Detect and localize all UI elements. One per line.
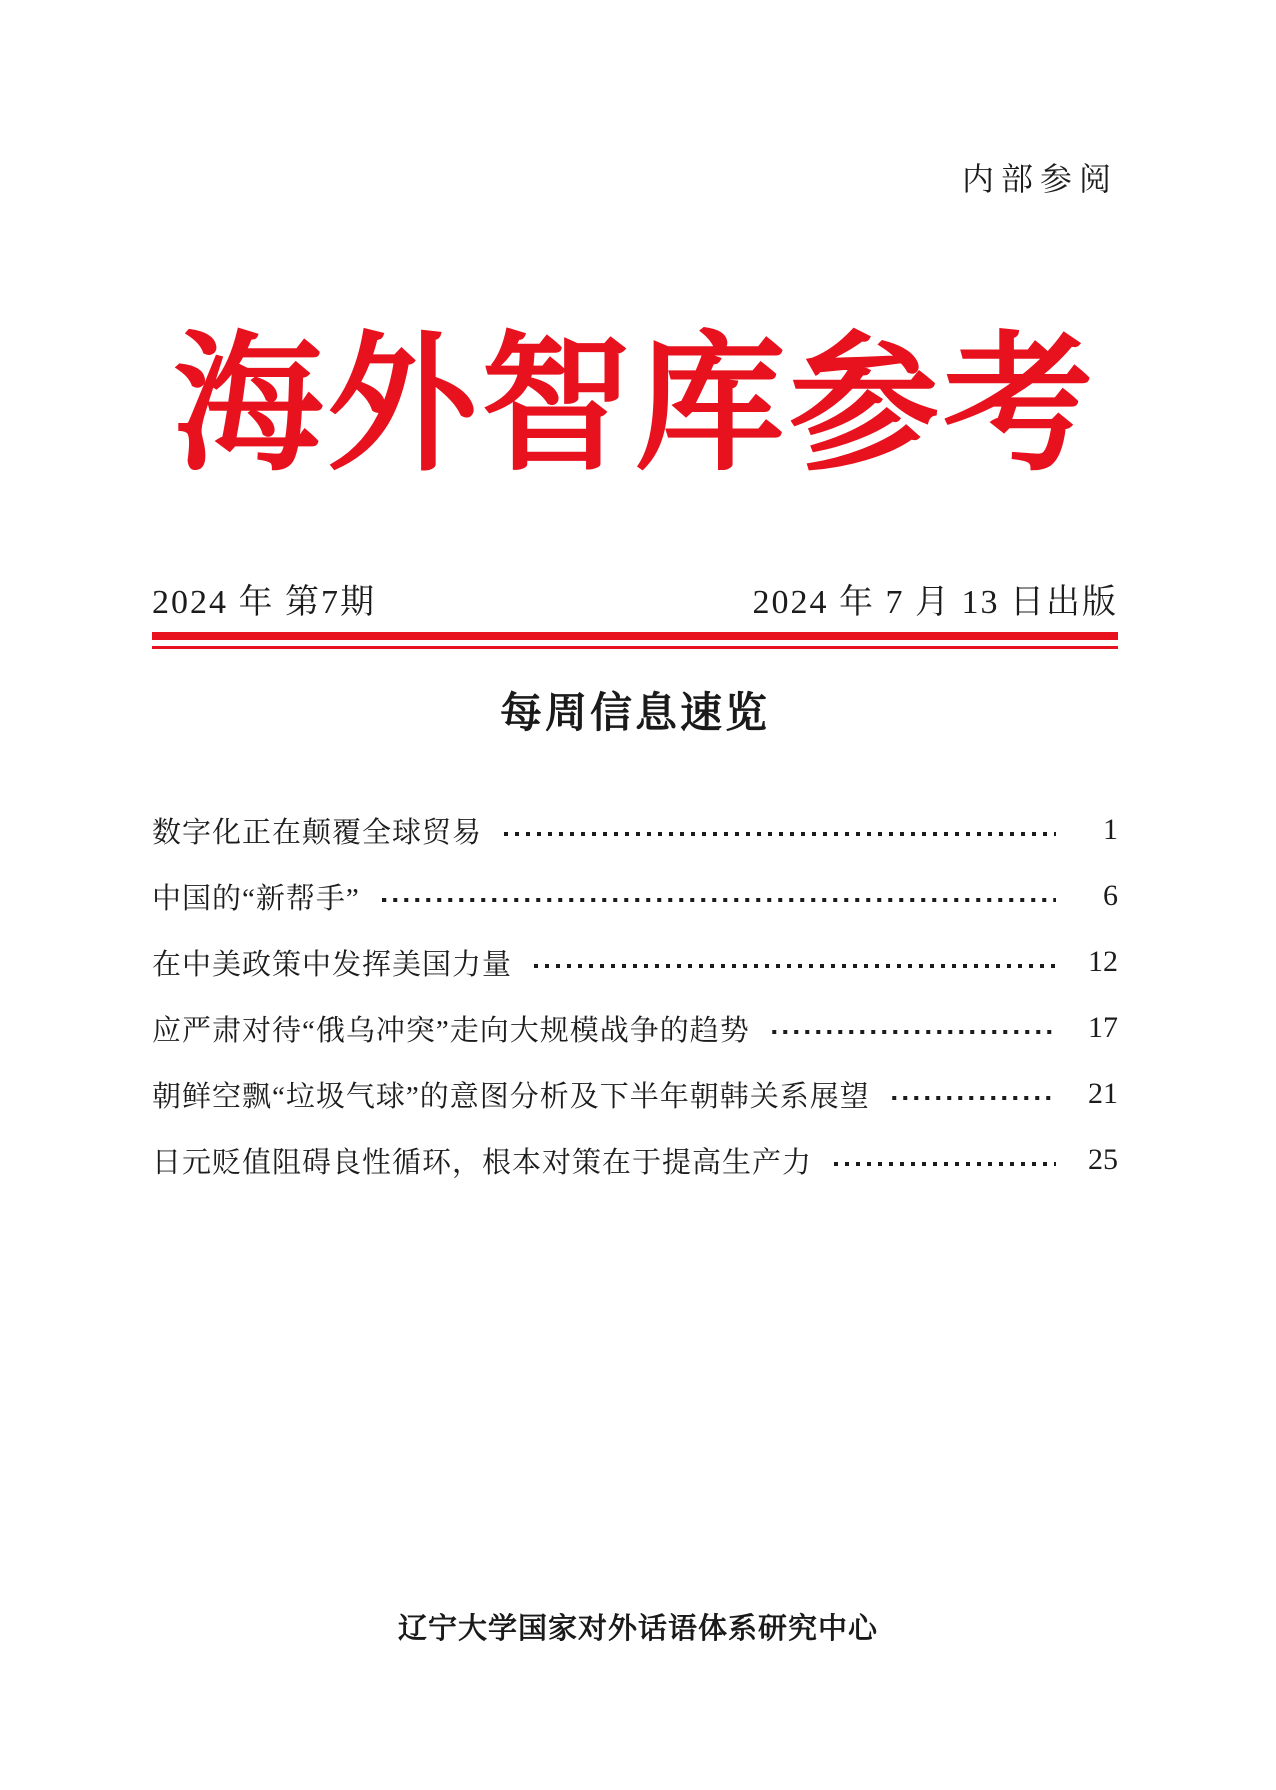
issue-number: 2024 年 第7期 bbox=[152, 584, 376, 622]
toc-item-title: 朝鲜空飘“垃圾气球”的意图分析及下半年朝韩关系展望 bbox=[152, 1080, 870, 1113]
classification-label: 内部参阅 bbox=[961, 161, 1118, 197]
toc-dot-leader bbox=[772, 1030, 1056, 1034]
toc-item-page-number: 12 bbox=[1088, 945, 1118, 979]
toc-dot-leader bbox=[892, 1096, 1056, 1100]
toc-item bbox=[152, 1009, 1118, 1047]
toc-item-title: 日元贬值阻碍良性循环，根本对策在于提高生产力 bbox=[152, 1146, 813, 1179]
toc-item-page-number: 17 bbox=[1088, 1011, 1118, 1045]
toc-item-title: 应严肃对待“俄乌冲突”走向大规模战争的趋势 bbox=[152, 1014, 750, 1047]
toc-dot-leader bbox=[382, 898, 1056, 902]
toc-dot-leader bbox=[834, 1162, 1056, 1166]
toc-item bbox=[152, 1075, 1118, 1113]
publisher-name: 辽宁大学国家对外话语体系研究中心 bbox=[397, 1613, 878, 1645]
toc-item bbox=[152, 811, 1118, 849]
issue-row bbox=[152, 582, 1118, 625]
publication-title: 海外智库参考 bbox=[172, 323, 1097, 490]
toc-dot-leader bbox=[504, 832, 1056, 836]
toc-item-title: 数字化正在颠覆全球贸易 bbox=[152, 816, 483, 849]
toc-item bbox=[152, 1141, 1118, 1179]
toc-list bbox=[152, 811, 1118, 1179]
toc-item bbox=[152, 877, 1118, 915]
divider-rule-thick bbox=[152, 632, 1118, 640]
toc-item-page-number: 25 bbox=[1088, 1143, 1118, 1177]
toc-item-title: 中国的“新帮手” bbox=[152, 882, 360, 915]
toc-item bbox=[152, 943, 1118, 981]
section-title: 每周信息速览 bbox=[499, 688, 770, 736]
toc-dot-leader bbox=[534, 964, 1056, 968]
divider-rule-thin bbox=[152, 646, 1118, 649]
toc-item-title: 在中美政策中发挥美国力量 bbox=[152, 948, 513, 981]
toc-item-page-number: 1 bbox=[1103, 813, 1118, 847]
toc-item-page-number: 6 bbox=[1103, 879, 1118, 913]
toc-item-page-number: 21 bbox=[1088, 1077, 1118, 1111]
publish-date: 2024 年 7 月 13 日出版 bbox=[752, 584, 1118, 622]
